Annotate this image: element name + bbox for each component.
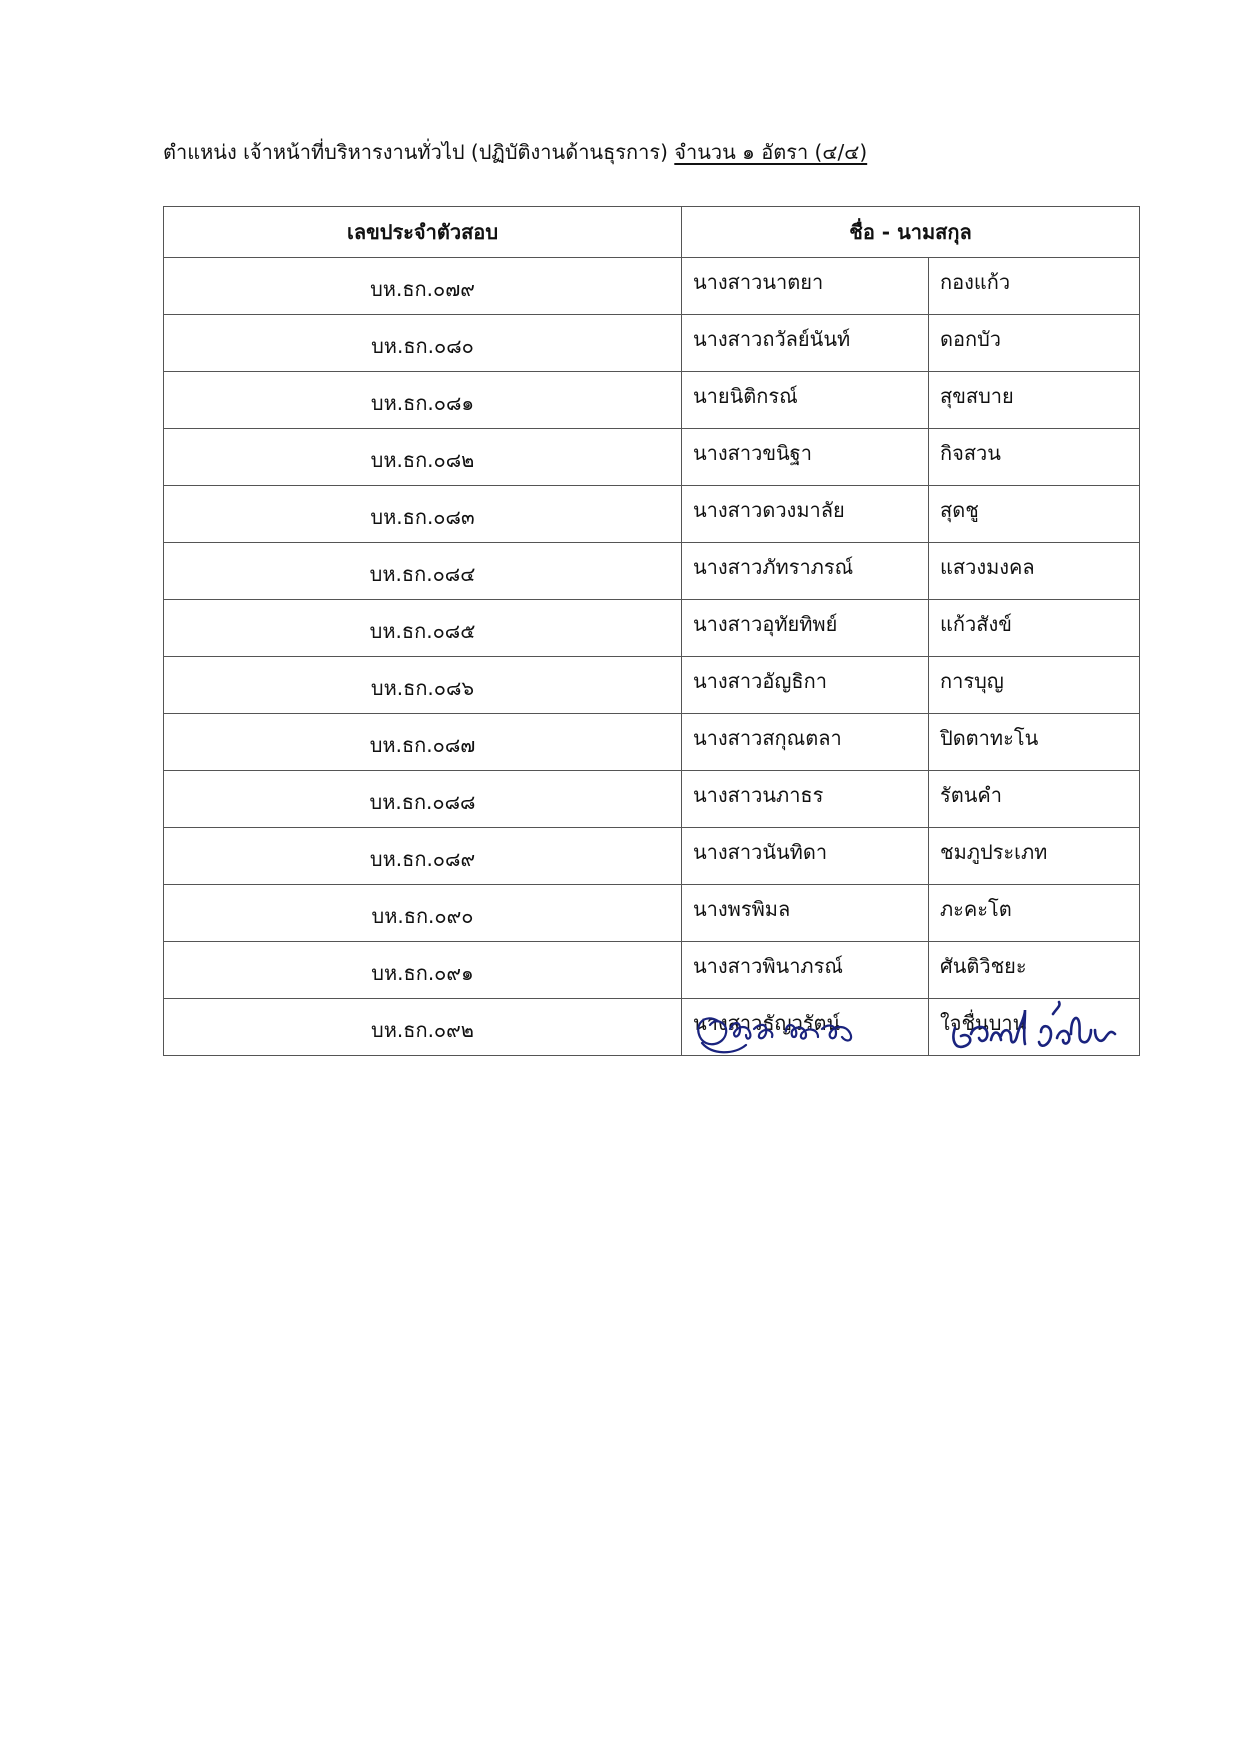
table-row xyxy=(164,372,1140,429)
last-name-cell: ชมภูประเภท xyxy=(929,828,1140,885)
candidate-table xyxy=(163,206,1140,1056)
table-row xyxy=(164,828,1140,885)
header-exam-id: เลขประจำตัวสอบ xyxy=(164,207,682,258)
signature-left xyxy=(690,1003,865,1065)
exam-id-cell: บห.ธก.๐๘๐ xyxy=(164,315,682,372)
last-name-cell: ปิดตาทะโน xyxy=(929,714,1140,771)
first-name-cell: นางสาวอุทัยทิพย์ xyxy=(682,600,929,657)
last-name-cell: กิจสวน xyxy=(929,429,1140,486)
exam-id-cell: บห.ธก.๐๘๔ xyxy=(164,543,682,600)
exam-id-cell: บห.ธก.๐๘๖ xyxy=(164,657,682,714)
first-name-cell: นายนิติกรณ์ xyxy=(682,372,929,429)
exam-id-cell: บห.ธก.๐๙๐ xyxy=(164,885,682,942)
table-row xyxy=(164,771,1140,828)
header-full-name: ชื่อ - นามสกุล xyxy=(682,207,1140,258)
exam-id-cell: บห.ธก.๐๘๒ xyxy=(164,429,682,486)
exam-id-cell: บห.ธก.๐๘๑ xyxy=(164,372,682,429)
table-header-row xyxy=(164,207,1140,258)
first-name-cell: นางสาวนภาธร xyxy=(682,771,929,828)
position-title: ตำแหน่ง เจ้าหน้าที่บริหารงานทั่วไป (ปฏิบัติงานด้านธุรการ) xyxy=(163,140,668,164)
table-body xyxy=(164,258,1140,1056)
vacancy-count: จำนวน ๑ อัตรา (๔/๔) xyxy=(674,140,868,164)
exam-id-cell: บห.ธก.๐๙๒ xyxy=(164,999,682,1056)
first-name-cell: นางสาวอัญธิกา xyxy=(682,657,929,714)
last-name-cell: แสวงมงคล xyxy=(929,543,1140,600)
last-name-cell: ศันติวิชยะ xyxy=(929,942,1140,999)
exam-id-cell: บห.ธก.๐๘๘ xyxy=(164,771,682,828)
first-name-cell: นางสาวดวงมาลัย xyxy=(682,486,929,543)
table-row xyxy=(164,714,1140,771)
last-name-cell: ใจชื่นบาน xyxy=(929,999,1140,1056)
last-name-cell: การบุญ xyxy=(929,657,1140,714)
exam-id-cell: บห.ธก.๐๘๓ xyxy=(164,486,682,543)
table-row xyxy=(164,258,1140,315)
first-name-cell: นางสาวภัทราภรณ์ xyxy=(682,543,929,600)
table-row xyxy=(164,600,1140,657)
last-name-cell: สุดชู xyxy=(929,486,1140,543)
first-name-cell: นางสาวธัญวรัตน์ xyxy=(682,999,929,1056)
first-name-cell: นางสาวพินาภรณ์ xyxy=(682,942,929,999)
table-row xyxy=(164,429,1140,486)
table-row xyxy=(164,885,1140,942)
exam-id-cell: บห.ธก.๐๘๙ xyxy=(164,828,682,885)
exam-id-cell: บห.ธก.๐๘๗ xyxy=(164,714,682,771)
exam-id-cell: บห.ธก.๐๗๙ xyxy=(164,258,682,315)
table-row xyxy=(164,486,1140,543)
first-name-cell: นางสาวขนิฐา xyxy=(682,429,929,486)
first-name-cell: นางสาวนันทิดา xyxy=(682,828,929,885)
table-row xyxy=(164,543,1140,600)
first-name-cell: นางพรพิมล xyxy=(682,885,929,942)
table-row xyxy=(164,657,1140,714)
last-name-cell: สุขสบาย xyxy=(929,372,1140,429)
last-name-cell: แก้วสังข์ xyxy=(929,600,1140,657)
table-row xyxy=(164,315,1140,372)
last-name-cell: รัตนคำ xyxy=(929,771,1140,828)
first-name-cell: นางสาวถวัลย์นันท์ xyxy=(682,315,929,372)
first-name-cell: นางสาวนาตยา xyxy=(682,258,929,315)
page-heading xyxy=(163,136,867,168)
exam-id-cell: บห.ธก.๐๙๑ xyxy=(164,942,682,999)
last-name-cell: ดอกบัว xyxy=(929,315,1140,372)
last-name-cell: ภะคะโต xyxy=(929,885,1140,942)
signature-right xyxy=(945,988,1125,1066)
first-name-cell: นางสาวสกุณตลา xyxy=(682,714,929,771)
last-name-cell: กองแก้ว xyxy=(929,258,1140,315)
exam-id-cell: บห.ธก.๐๘๕ xyxy=(164,600,682,657)
